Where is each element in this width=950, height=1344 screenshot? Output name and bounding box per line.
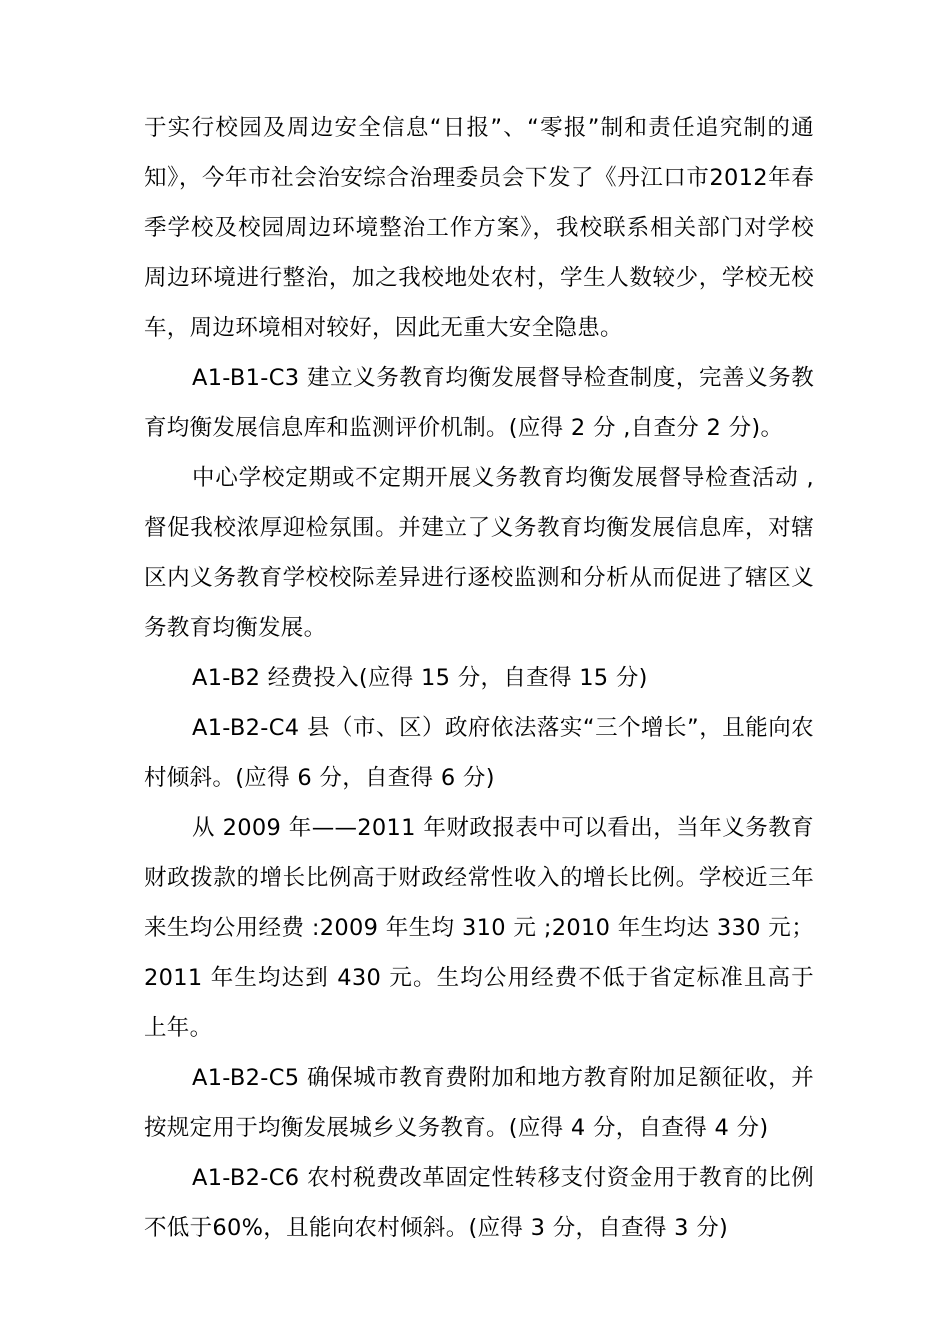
paragraph-a1-b2-c5: A1-B2-C5 确保城市教育费附加和地方教育附加足额征收，并按规定用于均衡发展城乡义务教育。(应得 4 分，自查得 4 分) — [144, 1065, 814, 1141]
paragraph-a1-b1-c3: A1-B1-C3 建立义务教育均衡发展督导检查制度，完善义务教育均衡发展信息库和监测评价机制。(应得 2 分 ,自查分 2 分)。 — [144, 365, 814, 441]
document-page — [144, 103, 814, 1253]
paragraph-safety-notice: 于实行校园及周边安全信息“日报”、“零报”制和责任追究制的通知》，今年市社会治安综合治理委员会下发了《丹江口市2012年春季学校及校园周边环境整治工作方案》，我校联系相关部门对学校周边环境进行整治，加之我校地处农村，学生人数较少，学校无校车，周边环境相对较好，因此无重大安全隐患。 — [144, 115, 814, 341]
paragraph-a1-b2-c6: A1-B2-C6 农村税费改革固定性转移支付资金用于教育的比例不低于60%，且能向农村倾斜。(应得 3 分，自查得 3 分) — [144, 1165, 814, 1241]
paragraph-a1-b2: A1-B2 经费投入(应得 15 分，自查得 15 分) — [192, 665, 648, 691]
paragraph-finance-report: 从 2009 年——2011 年财政报表中可以看出，当年义务教育财政拨款的增长比例高于财政经常性收入的增长比例。学校近三年来生均公用经费 :2009 年生均 310 元 ;2010 年生均达 330 元；2011 年生均达到 430 元。生均公用经费不低于省定标准且高于上年。 — [144, 815, 814, 1041]
paragraph-a1-b2-c4: A1-B2-C4 县（市、区）政府依法落实“三个增长”，且能向农村倾斜。(应得 6 分，自查得 6 分) — [144, 715, 814, 791]
paragraph-inspection: 中心学校定期或不定期开展义务教育均衡发展督导检查活动 ,督促我校浓厚迎检氛围。并建立了义务教育均衡发展信息库，对辖区内义务教育学校校际差异进行逐校监测和分析从而促进了辖区义务教育均衡发展。 — [144, 465, 814, 641]
